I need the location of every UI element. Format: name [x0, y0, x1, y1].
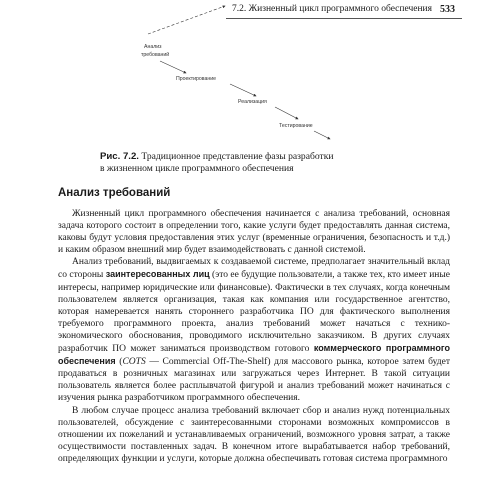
diagram-arrow-2	[160, 61, 186, 73]
term-stakeholders: заинтересованных лиц	[105, 269, 210, 280]
paragraph-2	[58, 256, 450, 404]
diagram-arrow-3	[230, 84, 256, 96]
figure-caption-line1: Традиционное представление фазы разработки	[138, 151, 334, 162]
paragraph-1: Жизненный цикл программного обеспечения начинается с анализа требований, основная задача которого состоит в определении того, какие услуги будет предоставлять данная система, каковы будут условия предоставления этих услуг (временные ограничения, безопасность и т.д.) и каким образом внешний мир будет взаимодействовать с данной системой.	[58, 209, 450, 256]
page-number: 533	[440, 4, 455, 15]
diagram-arrow-1	[148, 6, 225, 34]
diagram-arrow-4	[275, 107, 298, 119]
running-header-title: 7.2. Жизненный цикл программного обеспечения	[232, 4, 432, 14]
paragraph-2-text-c: (это ее будущие пользователи, а также тех, кто имеет иные интересы, например юридические или финансовые). Фактически в тех случаях, когда конечным пользователем является организация, такая как компания или государственное агентство, которая намеревается нанять стороннего разработчика ПО для фактического выполнения требуемого программного проекта, анализ требований может начаться с технико-экономического обоснования, проводимого исключительно заказчиком. В других случаях разработчик ПО может заниматься производством готового	[58, 270, 450, 355]
diagram-step-3: Реализация	[238, 99, 267, 105]
term-cots: коммерческого программного обеспечения	[58, 343, 450, 367]
section-heading: Анализ требований	[58, 187, 171, 199]
body-text	[58, 208, 450, 465]
diagram-step-2: Проектирование	[176, 76, 216, 82]
paragraph-3: В любом случае процесс анализа требований включает сбор и анализ нужд потенциальных пользователей, обсуждение с заинтересованными сторонами возможных компромиссов в отношении их пожеланий и устанавливаемых ограничений, возможного уровня затрат, а также осуществимости поставленных задач. В конечном итоге вырабатывается набор требований, определяющих функции и услуги, которые должна обеспечивать готовая система программного	[58, 405, 450, 464]
figure-caption-line2: в жизненном цикле программного обеспечения	[100, 162, 294, 174]
figure-label: Рис. 7.2.	[100, 151, 139, 162]
diagram-arrow-5	[314, 131, 330, 139]
paragraph-2-text-e: (	[115, 357, 123, 368]
diagram-step-1-line2: требований	[141, 52, 170, 58]
diagram-step-1-line1: Анализ	[144, 44, 162, 50]
figure-caption	[100, 151, 430, 174]
paragraph-2-text-g: — Commercial Off-The-Shelf) для массового рынка, которое затем будет продаваться в розничных магазинах или загружаться через Интернет. В такой ситуации пользователь является более расплывчатой фигурой и анализ требований может начинаться с изучения рынка разработчиком программного обеспечения.	[58, 357, 450, 404]
cots-abbreviation: COTS	[122, 357, 146, 368]
diagram-step-4: Тестирование	[279, 123, 313, 129]
paragraph-2-text-a: Анализ требований, выдвигаемых к создаваемой системе, предполагает значительный вклад со стороны	[58, 257, 450, 281]
waterfall-diagram	[0, 0, 500, 160]
